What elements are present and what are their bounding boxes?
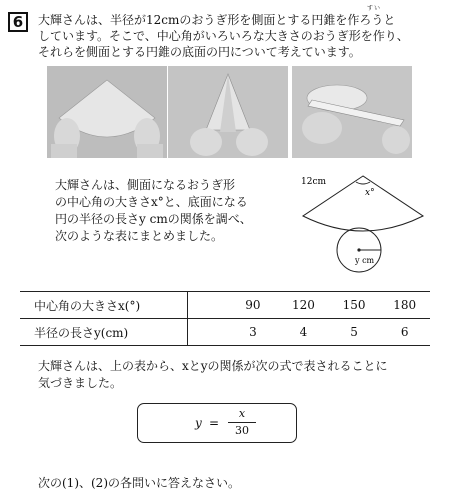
- formula-lhs: y: [195, 416, 202, 430]
- description-line: 円の半径の長さy cmの関係を調べ、: [55, 212, 252, 226]
- formula-numerator: x: [238, 407, 246, 420]
- row-header: 半径の長さy(cm): [20, 319, 188, 346]
- formula-equals: =: [209, 416, 220, 430]
- observation-line: 大輝さんは、上の表から、xとyの関係が次の式で表されることに: [38, 359, 388, 373]
- photo-sector-paper: [47, 66, 167, 158]
- table-cell: 90: [228, 292, 278, 319]
- table-cell: 3: [228, 319, 278, 346]
- photo-cone-forming: [168, 66, 288, 158]
- intro-line: それらを側面とする円錐の底面の円について考えています。: [38, 45, 361, 59]
- angle-arc: [356, 182, 370, 184]
- table-cell: 4: [278, 319, 329, 346]
- row-header: 中心角の大きさx(°): [20, 292, 188, 319]
- angle-label: x°: [365, 188, 375, 198]
- table-cell: 5: [329, 319, 380, 346]
- fraction-bar: [228, 422, 256, 423]
- cone-net-diagram: [285, 168, 445, 276]
- description-line: 大輝さんは、側面になるおうぎ形: [55, 178, 236, 192]
- intro-paragraph: [38, 12, 442, 60]
- description-paragraph: [55, 177, 285, 245]
- table-cell: 6: [379, 319, 430, 346]
- table-row: [20, 292, 430, 319]
- table-row: [20, 319, 430, 346]
- table-cell: 180: [379, 292, 430, 319]
- intro-line: 大輝さんは、半径が12cmのおうぎ形を側面とする円錐を作ろうと: [38, 13, 396, 27]
- question-number: 6: [8, 12, 28, 32]
- data-table: [20, 291, 430, 346]
- intro-line: しています。そこで、中心角がいろいろな大きさのおうぎ形を作り、: [38, 29, 409, 43]
- radius-label: 12cm: [301, 177, 327, 187]
- closing-instruction: 次の(1)、(2)の各問いに答えなさい。: [38, 476, 240, 490]
- base-label: y cm: [355, 256, 375, 265]
- formula-denominator: 30: [235, 424, 249, 437]
- table-cell: 150: [329, 292, 380, 319]
- observation-line: 気づきました。: [38, 376, 123, 390]
- ruby-annotation: すい: [367, 5, 382, 12]
- formula-box: [137, 403, 297, 443]
- description-line: の中心角の大きさx°と、底面になる: [55, 195, 248, 209]
- description-line: 次のような表にまとめました。: [55, 229, 224, 243]
- table-cell: 120: [278, 292, 329, 319]
- observation-paragraph: [38, 358, 438, 392]
- photo-measure-base: [292, 66, 412, 158]
